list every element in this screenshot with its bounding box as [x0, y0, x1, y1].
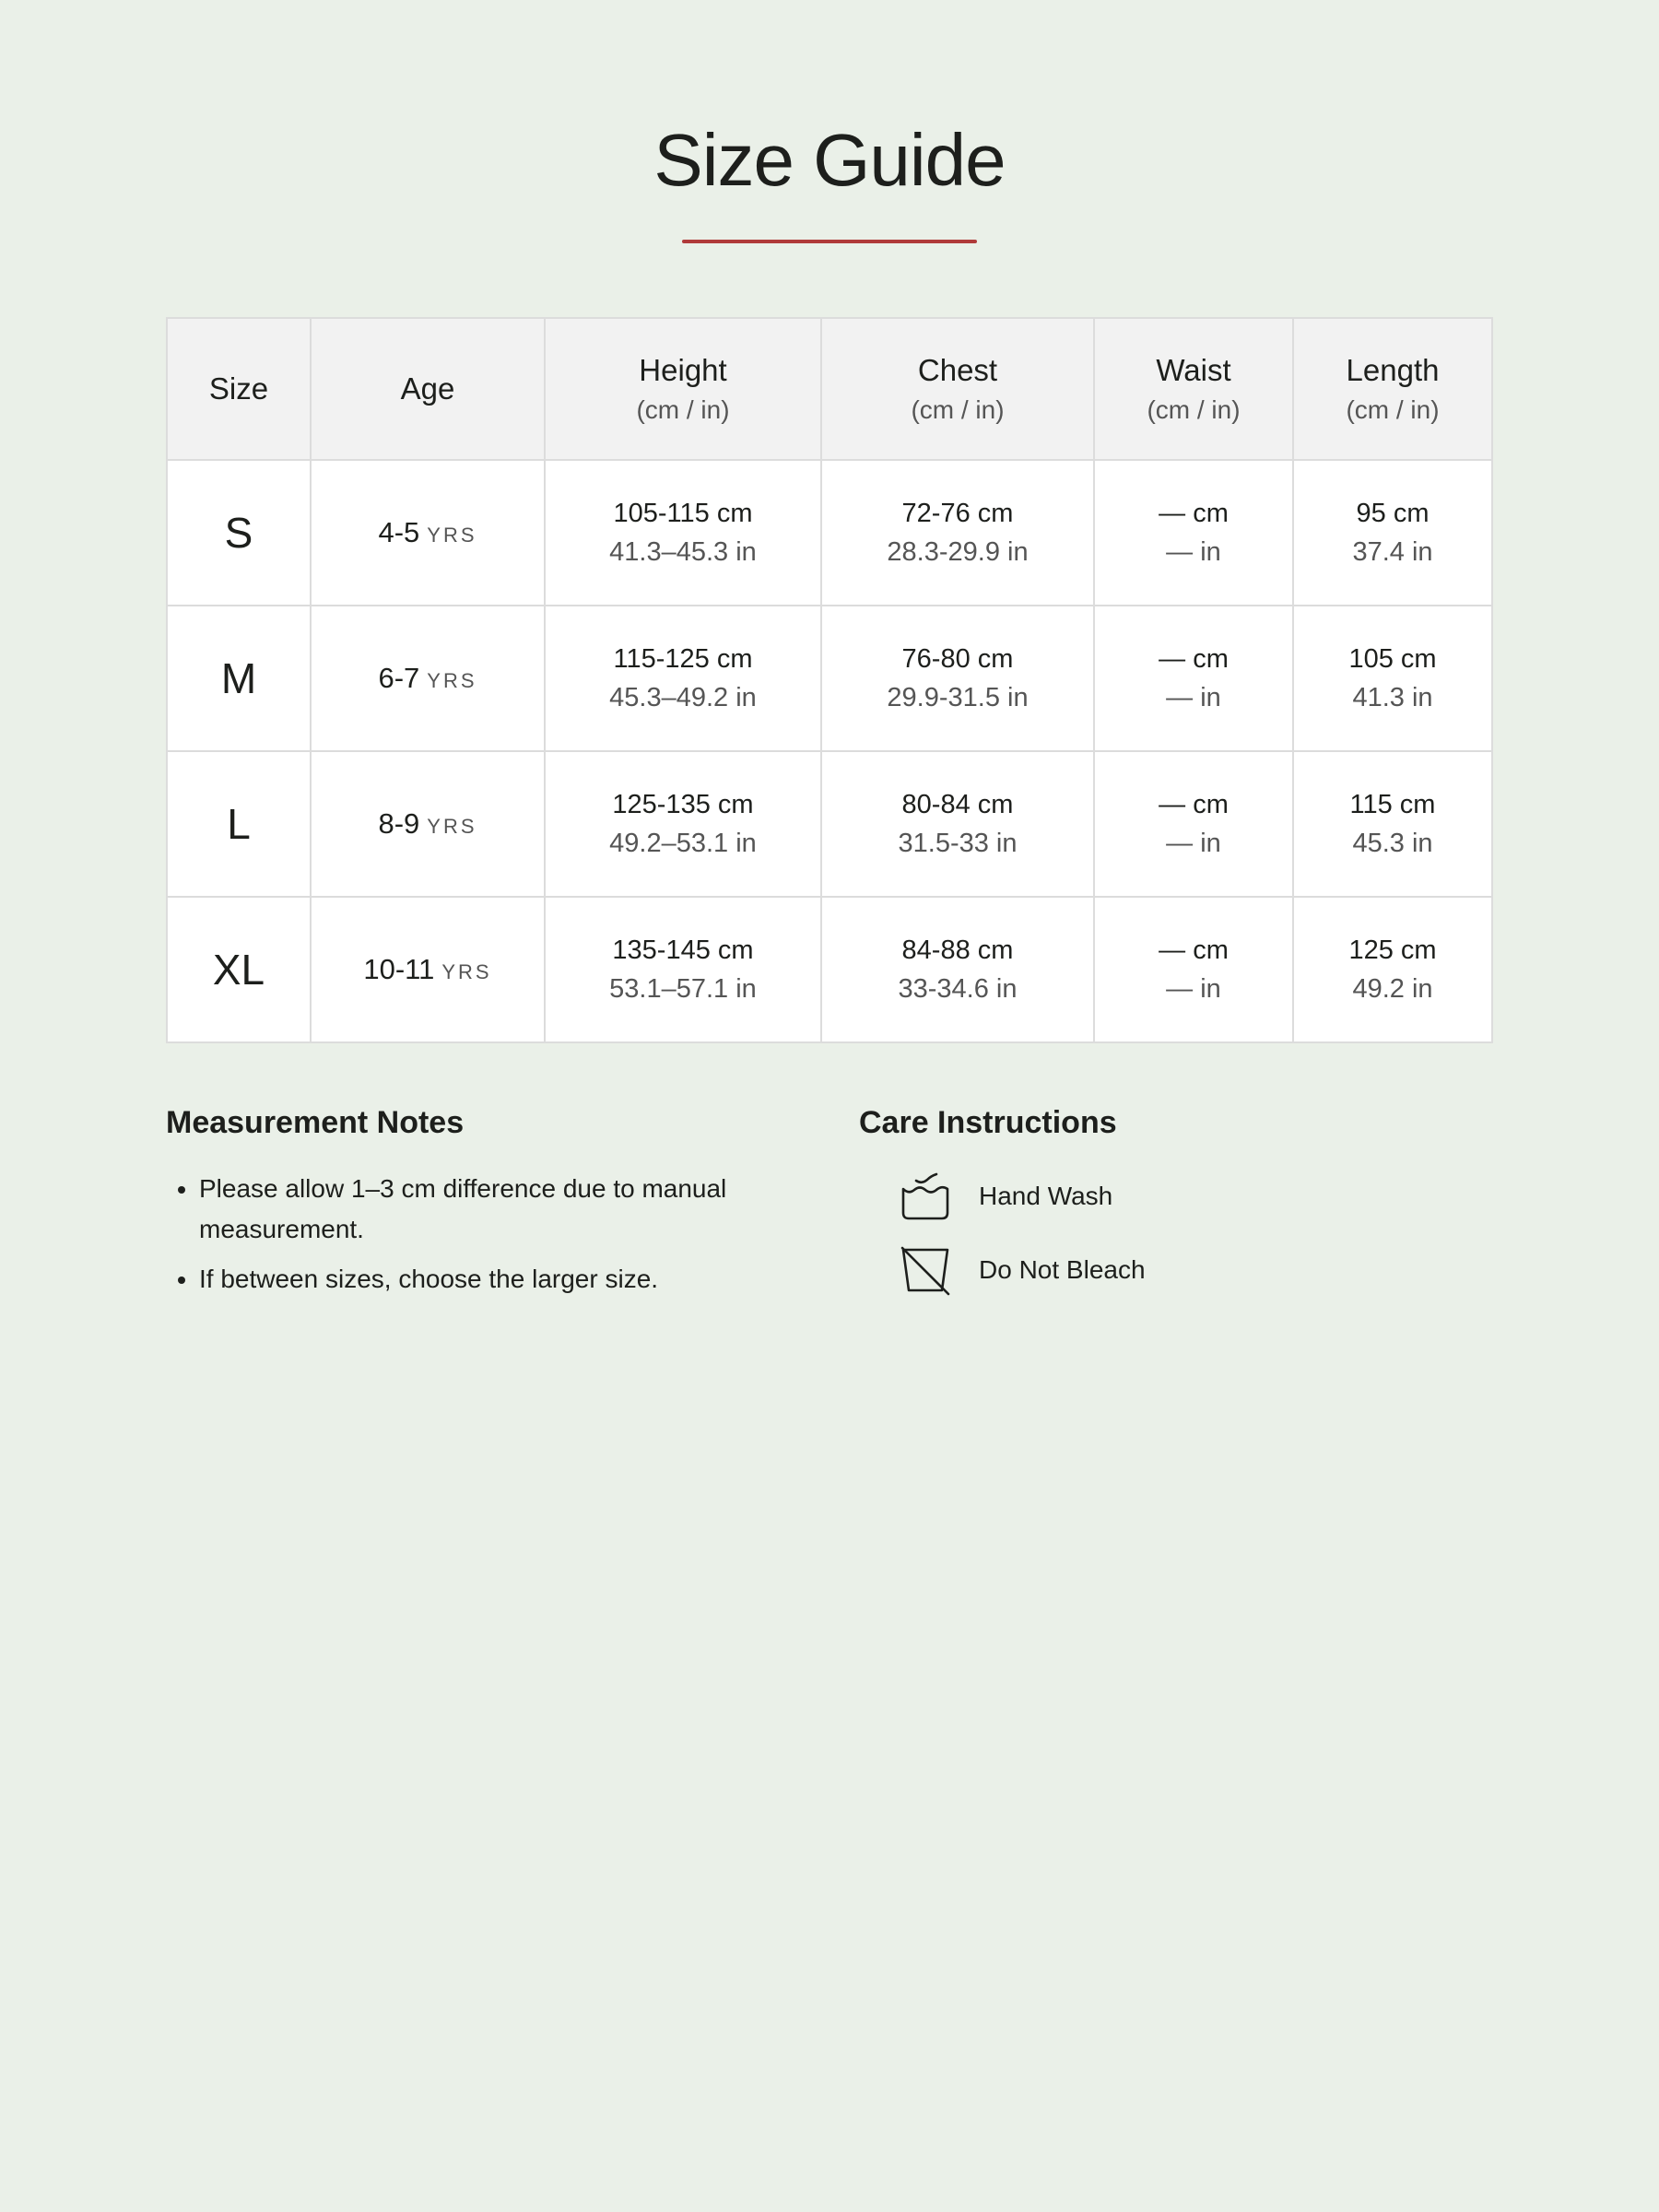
column-header-length: Length (cm / in)	[1293, 318, 1492, 460]
do-not-bleach-icon	[900, 1244, 951, 1296]
age-cell: 6-7 YRS	[311, 606, 545, 751]
column-unit: (cm / in)	[1346, 395, 1440, 424]
column-unit: (cm / in)	[911, 395, 1005, 424]
care-item-do-not-bleach	[900, 1242, 1493, 1298]
size-cell: S	[167, 460, 311, 606]
length-cell: 105 cm 41.3 in	[1293, 606, 1492, 751]
column-header-age: Age	[311, 318, 545, 460]
care-label: Hand Wash	[979, 1182, 1113, 1210]
size-table	[166, 317, 1493, 1043]
length-cell: 125 cm 49.2 in	[1293, 897, 1492, 1042]
height-cell: 105-115 cm 41.3–45.3 in	[545, 460, 821, 606]
info-section	[166, 1104, 1493, 1316]
column-header-size: Size	[167, 318, 311, 460]
size-cell: L	[167, 751, 311, 897]
care-item-hand-wash	[900, 1169, 1493, 1224]
column-header-height: Height (cm / in)	[545, 318, 821, 460]
table-row	[167, 460, 1492, 606]
column-unit: (cm / in)	[636, 395, 730, 424]
table-row	[167, 897, 1492, 1042]
notes-list	[166, 1169, 859, 1300]
hand-wash-icon	[900, 1171, 951, 1222]
column-unit: (cm / in)	[1147, 395, 1241, 424]
column-header-waist: Waist (cm / in)	[1094, 318, 1293, 460]
chest-cell: 80-84 cm 31.5-33 in	[821, 751, 1094, 897]
size-guide-page	[166, 0, 1493, 1316]
column-header-chest: Chest (cm / in)	[821, 318, 1094, 460]
waist-cell: — cm — in	[1094, 751, 1293, 897]
table-header-row	[167, 318, 1492, 460]
care-title: Care Instructions	[859, 1105, 1117, 1140]
table-row	[167, 751, 1492, 897]
waist-cell: — cm — in	[1094, 897, 1293, 1042]
size-cell: XL	[167, 897, 311, 1042]
age-cell: 10-11 YRS	[311, 897, 545, 1042]
chest-cell: 76-80 cm 29.9-31.5 in	[821, 606, 1094, 751]
table-row	[167, 606, 1492, 751]
age-cell: 8-9 YRS	[311, 751, 545, 897]
list-item: • If between sizes, choose the larger size.	[199, 1259, 789, 1300]
waist-cell: — cm — in	[1094, 460, 1293, 606]
chest-cell: 72-76 cm 28.3-29.9 in	[821, 460, 1094, 606]
page-title: Size Guide	[653, 119, 1006, 201]
list-item: • Please allow 1–3 cm difference due to manual measurement.	[199, 1169, 789, 1250]
care-label: Do Not Bleach	[979, 1255, 1146, 1284]
age-cell: 4-5 YRS	[311, 460, 545, 606]
height-cell: 135-145 cm 53.1–57.1 in	[545, 897, 821, 1042]
measurement-notes	[166, 1104, 859, 1316]
waist-cell: — cm — in	[1094, 606, 1293, 751]
height-cell: 125-135 cm 49.2–53.1 in	[545, 751, 821, 897]
length-cell: 95 cm 37.4 in	[1293, 460, 1492, 606]
title-divider	[682, 240, 977, 243]
care-instructions	[859, 1104, 1493, 1316]
chest-cell: 84-88 cm 33-34.6 in	[821, 897, 1094, 1042]
height-cell: 115-125 cm 45.3–49.2 in	[545, 606, 821, 751]
size-cell: M	[167, 606, 311, 751]
length-cell: 115 cm 45.3 in	[1293, 751, 1492, 897]
notes-title: Measurement Notes	[166, 1105, 465, 1140]
